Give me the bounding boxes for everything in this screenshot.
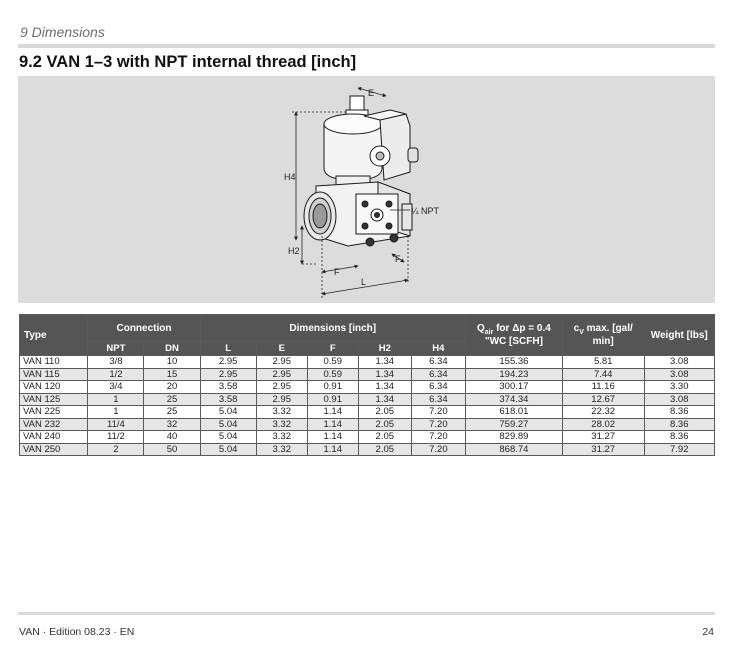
cell-e: 3.32: [256, 431, 307, 444]
cell-e: 2.95: [256, 393, 307, 406]
cv-rest: max. [gal/ min]: [583, 323, 633, 347]
cell-l: 2.95: [200, 356, 256, 369]
cell-cv: 7.44: [562, 368, 644, 381]
cell-l: 3.58: [200, 381, 256, 394]
cell-qair: 300.17: [465, 381, 562, 394]
cell-qair: 155.36: [465, 356, 562, 369]
cell-dn: 25: [144, 406, 200, 419]
cv-sub: V: [579, 329, 584, 336]
cell-h4: 7.20: [411, 443, 465, 456]
cell-npt: 2: [88, 443, 144, 456]
cell-h4: 6.34: [411, 381, 465, 394]
cell-npt: 11/2: [88, 431, 144, 444]
cell-npt: 11/4: [88, 418, 144, 431]
cell-f: 1.14: [307, 406, 358, 419]
cell-type: VAN 232: [20, 418, 88, 431]
cell-weight: 3.08: [644, 356, 714, 369]
cell-h2: 1.34: [358, 368, 411, 381]
dimensions-table: [19, 314, 715, 456]
header-type: Type: [20, 315, 88, 356]
cell-f: 1.14: [307, 443, 358, 456]
cell-npt: 1/2: [88, 368, 144, 381]
cell-type: VAN 120: [20, 381, 88, 394]
cv-prefix: c: [573, 323, 580, 334]
qair-prefix: Q: [476, 323, 485, 334]
cell-dn: 10: [144, 356, 200, 369]
cell-npt: 3/8: [88, 356, 144, 369]
cell-h4: 7.20: [411, 418, 465, 431]
cell-type: VAN 250: [20, 443, 88, 456]
valve-dimension-figure: [18, 76, 715, 303]
cell-h4: 6.34: [411, 393, 465, 406]
cell-qair: 759.27: [465, 418, 562, 431]
cell-e: 2.95: [256, 356, 307, 369]
cell-type: VAN 115: [20, 368, 88, 381]
cell-f: 0.91: [307, 381, 358, 394]
subheader-f: F: [307, 342, 358, 356]
cell-qair: 618.01: [465, 406, 562, 419]
cell-cv: 22.32: [562, 406, 644, 419]
cell-cv: 31.27: [562, 443, 644, 456]
qair-rest: for Δp = 0.4 "WC [SCFH]: [484, 323, 551, 347]
cell-weight: 3.30: [644, 381, 714, 394]
table-row: [20, 431, 715, 444]
cell-h2: 2.05: [358, 443, 411, 456]
valve-body-illustration: [304, 96, 418, 246]
cell-h2: 2.05: [358, 431, 411, 444]
cell-dn: 40: [144, 431, 200, 444]
cell-dn: 25: [144, 393, 200, 406]
table-row: [20, 406, 715, 419]
header-qair: [465, 315, 562, 356]
npt-label: ¼ NPT: [411, 206, 440, 216]
cell-weight: 3.08: [644, 393, 714, 406]
dim-label-h2: H2: [288, 246, 300, 256]
cell-h4: 7.20: [411, 406, 465, 419]
cell-h2: 1.34: [358, 393, 411, 406]
cell-dn: 50: [144, 443, 200, 456]
dim-label-e: E: [368, 88, 375, 98]
cell-f: 0.59: [307, 368, 358, 381]
subheader-h2: H2: [358, 342, 411, 356]
subheader-npt: NPT: [88, 342, 144, 356]
cell-weight: 3.08: [644, 368, 714, 381]
cell-weight: 7.92: [644, 443, 714, 456]
cell-weight: 8.36: [644, 406, 714, 419]
table-row: [20, 381, 715, 394]
cell-h4: 6.34: [411, 368, 465, 381]
cell-l: 5.04: [200, 431, 256, 444]
cell-h2: 2.05: [358, 406, 411, 419]
subheader-h4: H4: [411, 342, 465, 356]
cell-type: VAN 225: [20, 406, 88, 419]
cell-npt: 1: [88, 393, 144, 406]
cell-l: 2.95: [200, 368, 256, 381]
header-connection: Connection: [88, 315, 200, 342]
cell-weight: 8.36: [644, 418, 714, 431]
footer-edition: VAN · Edition 08.23 · EN: [19, 626, 135, 638]
cell-qair: 868.74: [465, 443, 562, 456]
table-row: [20, 368, 715, 381]
dim-label-f-right: F: [395, 254, 401, 264]
cell-e: 2.95: [256, 381, 307, 394]
cell-f: 1.14: [307, 418, 358, 431]
top-divider: [18, 44, 715, 48]
table-row: [20, 418, 715, 431]
valve-drawing: [18, 76, 715, 303]
cell-l: 3.58: [200, 393, 256, 406]
cell-f: 0.59: [307, 356, 358, 369]
page-number: 24: [702, 626, 714, 638]
cell-h2: 1.34: [358, 381, 411, 394]
section-label: 9 Dimensions: [20, 24, 105, 40]
subheader-dn: DN: [144, 342, 200, 356]
table-row: [20, 443, 715, 456]
cell-h2: 1.34: [358, 356, 411, 369]
cell-qair: 194.23: [465, 368, 562, 381]
header-weight: Weight [lbs]: [644, 315, 714, 356]
subheader-l: L: [200, 342, 256, 356]
cell-cv: 5.81: [562, 356, 644, 369]
dim-label-l: L: [361, 277, 367, 287]
cell-h2: 2.05: [358, 418, 411, 431]
cell-qair: 374.34: [465, 393, 562, 406]
dim-label-h4: H4: [284, 172, 296, 182]
page-heading: 9.2 VAN 1–3 with NPT internal thread [inch]: [19, 53, 357, 71]
cell-cv: 31.27: [562, 431, 644, 444]
cell-e: 3.32: [256, 406, 307, 419]
cell-qair: 829.89: [465, 431, 562, 444]
cell-type: VAN 110: [20, 356, 88, 369]
cell-weight: 8.36: [644, 431, 714, 444]
header-dimensions: Dimensions [inch]: [200, 315, 465, 342]
cell-f: 1.14: [307, 431, 358, 444]
cell-dn: 20: [144, 381, 200, 394]
header-cv: [562, 315, 644, 356]
cell-npt: 3/4: [88, 381, 144, 394]
cell-type: VAN 240: [20, 431, 88, 444]
dim-label-f-left: F: [334, 267, 340, 277]
cell-l: 5.04: [200, 406, 256, 419]
cell-f: 0.91: [307, 393, 358, 406]
cell-dn: 15: [144, 368, 200, 381]
cell-cv: 12.67: [562, 393, 644, 406]
qair-sub: air: [484, 329, 494, 336]
bottom-divider: [18, 612, 715, 615]
table-row: [20, 393, 715, 406]
cell-l: 5.04: [200, 418, 256, 431]
table-row: [20, 356, 715, 369]
cell-h4: 6.34: [411, 356, 465, 369]
cell-l: 5.04: [200, 443, 256, 456]
cell-type: VAN 125: [20, 393, 88, 406]
cell-e: 3.32: [256, 443, 307, 456]
cell-dn: 32: [144, 418, 200, 431]
cell-cv: 11.16: [562, 381, 644, 394]
cell-e: 2.95: [256, 368, 307, 381]
cell-h4: 7.20: [411, 431, 465, 444]
cell-e: 3.32: [256, 418, 307, 431]
cell-cv: 28.02: [562, 418, 644, 431]
cell-npt: 1: [88, 406, 144, 419]
subheader-e: E: [256, 342, 307, 356]
